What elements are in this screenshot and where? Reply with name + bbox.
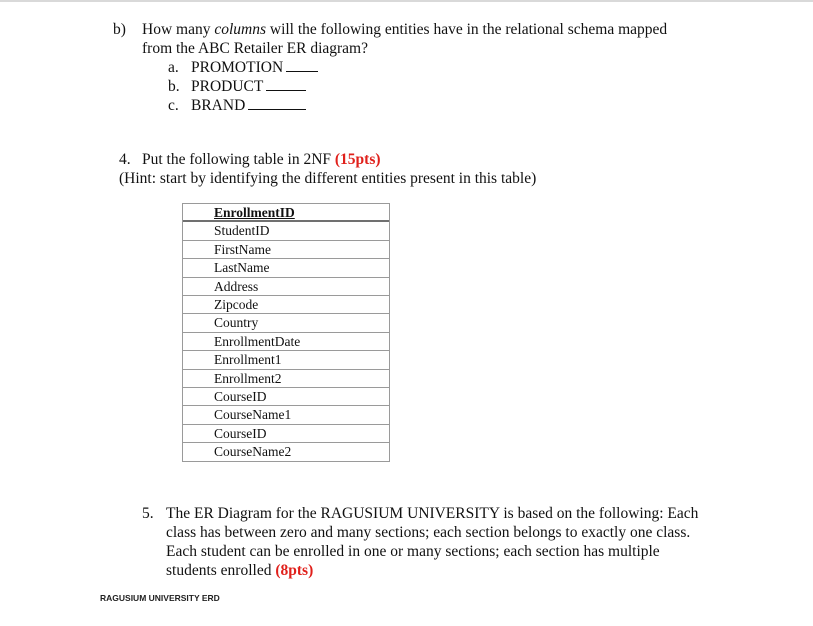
- enrollment-table: [182, 203, 390, 462]
- table-row: Address: [183, 278, 389, 296]
- q3b-item-promotion: [191, 58, 318, 77]
- q4-points: (15pts): [334, 151, 381, 168]
- answer-blank[interactable]: [248, 97, 306, 110]
- answer-blank[interactable]: [286, 59, 318, 72]
- table-row: Country: [183, 314, 389, 332]
- q3b-line-1-emphasis: columns: [214, 21, 266, 38]
- table-row: EnrollmentDate: [183, 333, 389, 351]
- table-row: StudentID: [183, 222, 389, 240]
- table-row: CourseID: [183, 388, 389, 406]
- q3b-item-brand: [191, 96, 306, 115]
- table-row: LastName: [183, 259, 389, 277]
- q3b-line-2: from the ABC Retailer ER diagram?: [142, 40, 368, 57]
- q5-number: 5.: [142, 505, 154, 522]
- table-row: Enrollment1: [183, 351, 389, 369]
- q3b-item-text: BRAND: [191, 97, 246, 114]
- table-header: EnrollmentID: [183, 204, 389, 222]
- q3b-line-1-pre: How many: [142, 21, 215, 38]
- q3b-item-marker: c.: [168, 97, 179, 114]
- q3b-line-1-post: will the following entities have in the relational schema mapped: [266, 21, 668, 38]
- footer-caption: RAGUSIUM UNIVERSITY ERD: [100, 593, 220, 603]
- q3b-item-product: [191, 77, 306, 96]
- table-row: Zipcode: [183, 296, 389, 314]
- q4-hint: (Hint: start by identifying the different entities present in this table): [119, 170, 537, 187]
- q3b-item-marker: a.: [168, 59, 179, 76]
- table-row: CourseName2: [214, 444, 292, 460]
- q5-line-2: class has between zero and many sections; each section belongs to exactly one class.: [166, 524, 691, 541]
- table-row: CourseName1: [183, 406, 389, 424]
- q3b-item-marker: b.: [168, 78, 180, 95]
- q3b-item-text: PRODUCT: [191, 78, 264, 95]
- q5-line-4-text: students enrolled: [166, 562, 272, 579]
- q3b-item-text: PROMOTION: [191, 59, 284, 76]
- q5-points: (8pts): [275, 562, 314, 579]
- q4-prompt: Put the following table in 2NF: [142, 151, 332, 168]
- table-row: FirstName: [183, 241, 389, 259]
- q5-line-4: [166, 561, 313, 580]
- answer-blank[interactable]: [266, 78, 306, 91]
- table-row: CourseID: [183, 425, 389, 443]
- q4-text: [142, 150, 381, 169]
- table-row: Enrollment2: [183, 370, 389, 388]
- q3b-label: b): [113, 21, 126, 38]
- page-top-border: [0, 0, 813, 2]
- q5-line-1: The ER Diagram for the RAGUSIUM UNIVERSITY is based on the following: Each: [166, 505, 699, 522]
- q4-number: 4.: [119, 151, 131, 168]
- q3b-line-1: [142, 20, 667, 39]
- q5-line-3: Each student can be enrolled in one or many sections; each section has multiple: [166, 543, 660, 560]
